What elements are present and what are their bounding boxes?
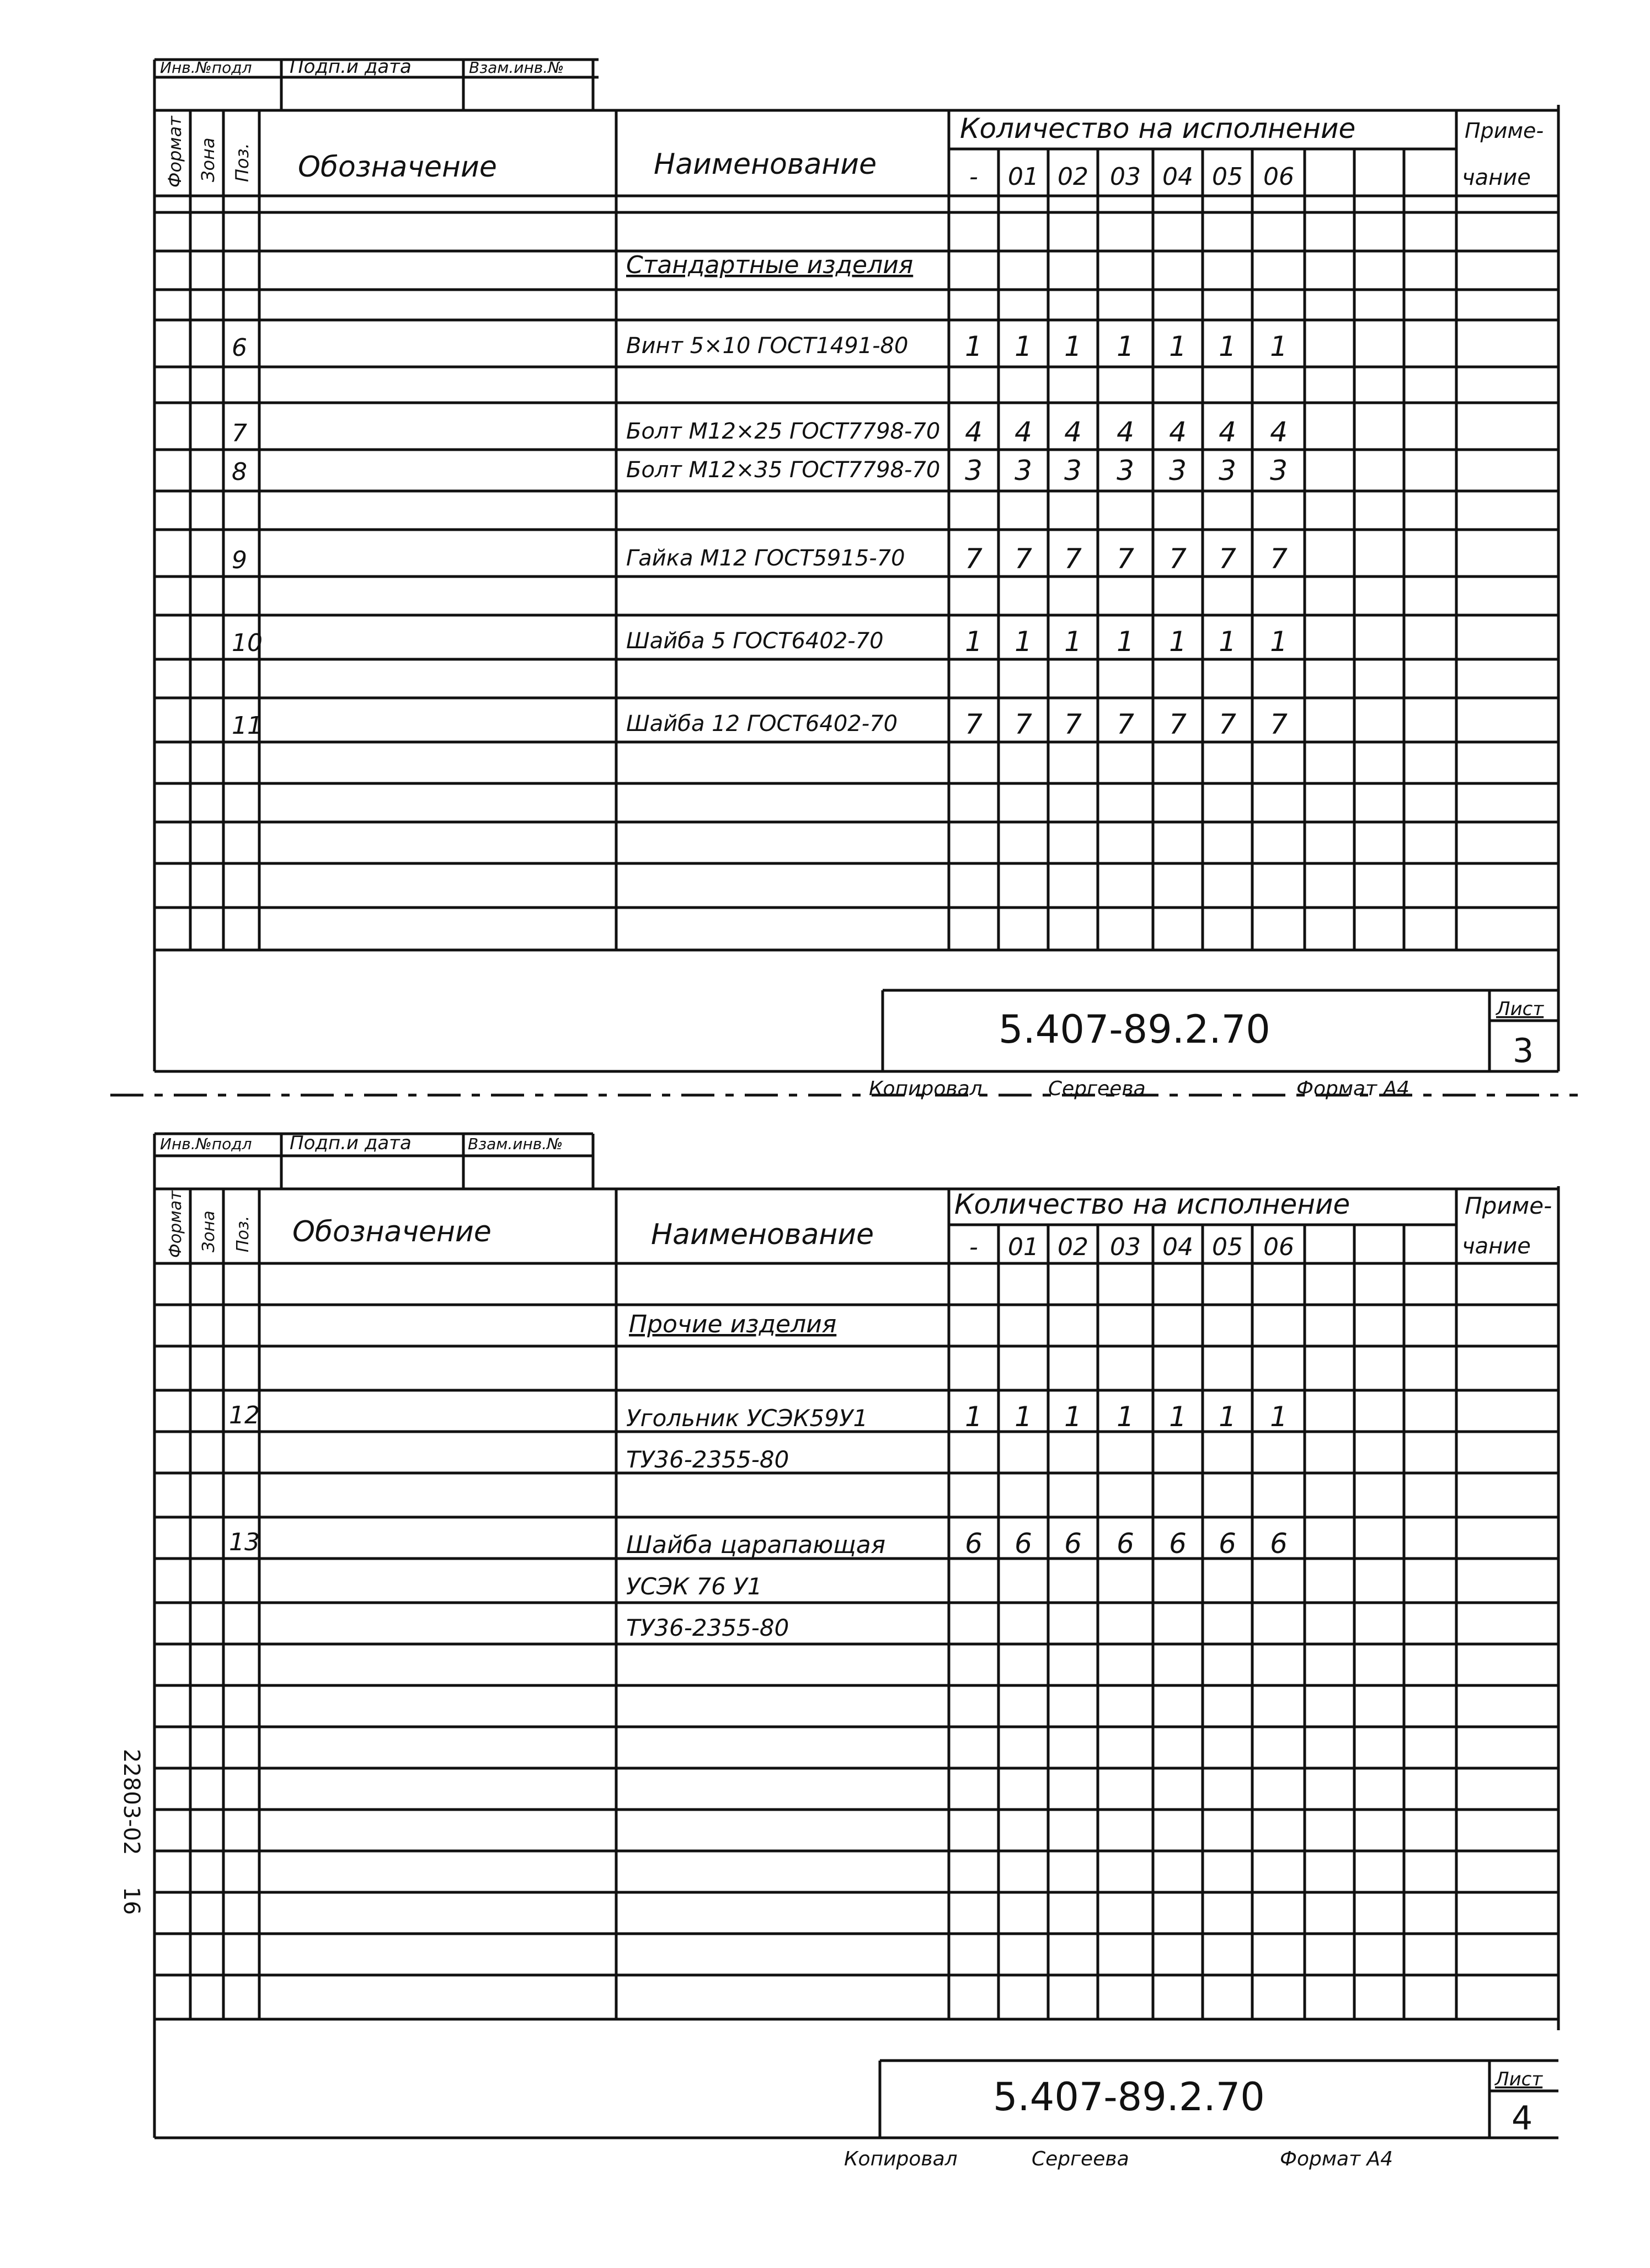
table-row-qty: 4	[1169, 416, 1187, 448]
table-row-qty: 4	[1270, 416, 1288, 448]
section-standard-items: Стандартные изделия	[626, 251, 914, 279]
table-row-qty: 1	[1117, 626, 1134, 658]
stamp-sign-date-2: Подп.и дата	[290, 1132, 412, 1154]
exec-col-header: 02	[1058, 163, 1088, 191]
table-row-qty: 7	[1014, 543, 1032, 575]
doc-number-2: 5.407-89.2.70	[993, 2074, 1265, 2120]
item-qty: 6	[1169, 1528, 1187, 1560]
table-row-qty: 1	[1014, 330, 1032, 362]
item-12-qty	[965, 1401, 1288, 1433]
margin-page: 16	[119, 1887, 144, 1915]
exec-col-header: -	[969, 163, 978, 191]
item-qty: 6	[1064, 1528, 1082, 1560]
exec-col-header: 02	[1058, 1233, 1088, 1261]
table-row-qty: 4	[1219, 416, 1236, 448]
header-zone-2: Зона	[199, 1210, 218, 1252]
table-row-name: Шайба 5 ГОСТ6402-70	[626, 628, 884, 654]
table-row-qty: 3	[1219, 455, 1236, 487]
item-qty: 6	[1270, 1528, 1288, 1560]
header-note-b-2: чание	[1462, 1234, 1531, 1259]
exec-col-header: 01	[1008, 1233, 1039, 1261]
header-designation-2: Обозначение	[292, 1215, 492, 1248]
table-row-qty: 7	[1117, 708, 1134, 740]
item-12-name-line1: Угольник УСЭК59У1	[626, 1405, 868, 1432]
table-row-qty: 1	[1270, 330, 1288, 362]
copied-name-1: Сергеева	[1048, 1077, 1146, 1100]
table-row-qty: 4	[965, 416, 982, 448]
sheet-2-grid	[154, 1134, 1558, 2138]
sheet-no-2: 4	[1512, 2099, 1533, 2138]
header-pos-1: Поз.	[232, 143, 253, 182]
table-row-name: Винт 5×10 ГОСТ1491-80	[626, 333, 909, 359]
table-row-qty: 4	[1117, 416, 1134, 448]
exec-col-header: 04	[1162, 1233, 1193, 1261]
table-row-qty: 7	[1270, 543, 1288, 575]
table-row-name: Гайка М12 ГОСТ5915-70	[626, 546, 905, 571]
exec-col-header: -	[969, 1233, 978, 1261]
item-qty: 6	[965, 1528, 982, 1560]
table-row-qty: 1	[1064, 330, 1082, 362]
table-row-qty: 1	[1270, 626, 1288, 658]
section-other-items: Прочие изделия	[629, 1310, 837, 1338]
item-qty: 1	[1270, 1401, 1288, 1433]
exec-col-header: 03	[1110, 1233, 1141, 1261]
sheet-label-2: Лист	[1495, 2068, 1543, 2090]
exec-col-header: 01	[1008, 163, 1039, 191]
table-row-qty: 1	[1064, 626, 1082, 658]
item-qty: 1	[1169, 1401, 1187, 1433]
table-row-qty: 1	[1117, 330, 1134, 362]
header-qty-1: Количество на исполнение	[960, 113, 1356, 145]
table-row-qty: 1	[1219, 626, 1236, 658]
table-row-qty: 7	[1219, 708, 1236, 740]
stamp-inv-no: Инв.№подл	[160, 58, 252, 77]
table-row-pos: 11	[232, 712, 263, 740]
item-13-name-line2: УСЭК 76 У1	[626, 1573, 762, 1600]
item-qty: 1	[1064, 1401, 1082, 1433]
exec-col-header: 05	[1212, 163, 1243, 191]
stamp-replace-inv-2: Взам.инв.№	[468, 1135, 563, 1153]
item-13-qty	[965, 1528, 1288, 1560]
stamp-inv-no-2: Инв.№подл	[160, 1135, 252, 1153]
header-note-a-1: Приме-	[1465, 119, 1544, 143]
table-row-pos: 9	[232, 546, 247, 574]
table-row-qty: 7	[1117, 543, 1134, 575]
header-designation-1: Обозначение	[298, 151, 497, 184]
item-qty: 1	[1219, 1401, 1236, 1433]
table-row-qty: 1	[965, 330, 982, 362]
table-row-qty: 4	[1014, 416, 1032, 448]
table-row-qty: 3	[1169, 455, 1187, 487]
item-qty: 1	[965, 1401, 982, 1433]
table-row-qty: 7	[965, 708, 982, 740]
table-row-qty: 3	[1064, 455, 1082, 487]
table-row-qty: 7	[1270, 708, 1288, 740]
exec-col-header: 06	[1263, 163, 1294, 191]
header-format-2: Формат	[166, 1191, 185, 1258]
table-row-qty: 1	[1169, 330, 1187, 362]
table-row-qty: 7	[1169, 708, 1187, 740]
doc-number-1: 5.407-89.2.70	[998, 1007, 1270, 1052]
format-label-1: Формат А4	[1296, 1077, 1410, 1100]
header-note-b-1: чание	[1462, 165, 1531, 190]
table-row-pos: 6	[232, 334, 247, 362]
table-row-name: Болт М12×25 ГОСТ7798-70	[626, 419, 941, 444]
table-row-qty: 1	[1169, 626, 1187, 658]
header-qty-2: Количество на исполнение	[954, 1188, 1350, 1220]
header-note-a-2: Приме-	[1465, 1192, 1552, 1219]
table-row-qty: 7	[1014, 708, 1032, 740]
header-format-1: Формат	[164, 116, 185, 188]
sheet-1-rows	[232, 330, 1288, 740]
table-row-qty: 3	[1014, 455, 1032, 487]
copied-name-2: Сергеева	[1032, 2148, 1129, 2170]
item-qty: 6	[1014, 1528, 1032, 1560]
table-row-qty: 3	[1270, 455, 1288, 487]
table-row-qty: 7	[1064, 708, 1082, 740]
item-qty: 6	[1219, 1528, 1236, 1560]
header-zone-1: Зона	[197, 137, 218, 182]
table-row-name: Болт М12×35 ГОСТ7798-70	[626, 457, 941, 483]
exec-column-headers-2	[969, 1233, 1294, 1261]
header-pos-2: Поз.	[233, 1215, 253, 1252]
header-name-2: Наименование	[651, 1218, 874, 1251]
pos-12: 12	[229, 1401, 260, 1429]
table-row-qty: 1	[965, 626, 982, 658]
table-row-qty: 7	[965, 543, 982, 575]
item-13-name-line3: ТУ36-2355-80	[626, 1614, 789, 1641]
table-row-qty: 7	[1169, 543, 1187, 575]
header-name-1: Наименование	[654, 148, 877, 181]
sheet-no-1: 3	[1513, 1032, 1534, 1070]
item-qty: 6	[1117, 1528, 1134, 1560]
copied-label-1: Копировал	[869, 1077, 982, 1100]
table-row-qty: 1	[1219, 330, 1236, 362]
exec-col-header: 03	[1110, 163, 1141, 191]
item-qty: 1	[1117, 1401, 1134, 1433]
copied-label-2: Копировал	[844, 2148, 958, 2170]
format-label-2: Формат А4	[1280, 2148, 1393, 2170]
table-row-qty: 3	[965, 455, 982, 487]
margin-number: 22803-02	[119, 1749, 144, 1855]
exec-col-header: 06	[1263, 1233, 1294, 1261]
table-row-pos: 7	[232, 419, 247, 447]
exec-col-header: 04	[1162, 163, 1193, 191]
item-12-name-line2: ТУ36-2355-80	[626, 1446, 789, 1473]
table-row-qty: 7	[1219, 543, 1236, 575]
sheet-label-1: Лист	[1496, 998, 1544, 1020]
table-row-qty: 7	[1064, 543, 1082, 575]
pos-13: 13	[229, 1528, 260, 1556]
item-13-name-line1: Шайба царапающая	[626, 1531, 886, 1559]
table-row-qty: 4	[1064, 416, 1082, 448]
exec-col-header: 05	[1212, 1233, 1243, 1261]
stamp-replace-inv: Взам.инв.№	[469, 58, 564, 77]
item-qty: 1	[1014, 1401, 1032, 1433]
table-row-pos: 8	[232, 458, 247, 486]
stamp-sign-date: Подп.и дата	[290, 56, 412, 78]
table-row-pos: 10	[232, 629, 263, 657]
exec-column-headers-1	[969, 163, 1294, 191]
table-row-qty: 3	[1117, 455, 1134, 487]
table-row-qty: 1	[1014, 626, 1032, 658]
table-row-name: Шайба 12 ГОСТ6402-70	[626, 711, 898, 737]
